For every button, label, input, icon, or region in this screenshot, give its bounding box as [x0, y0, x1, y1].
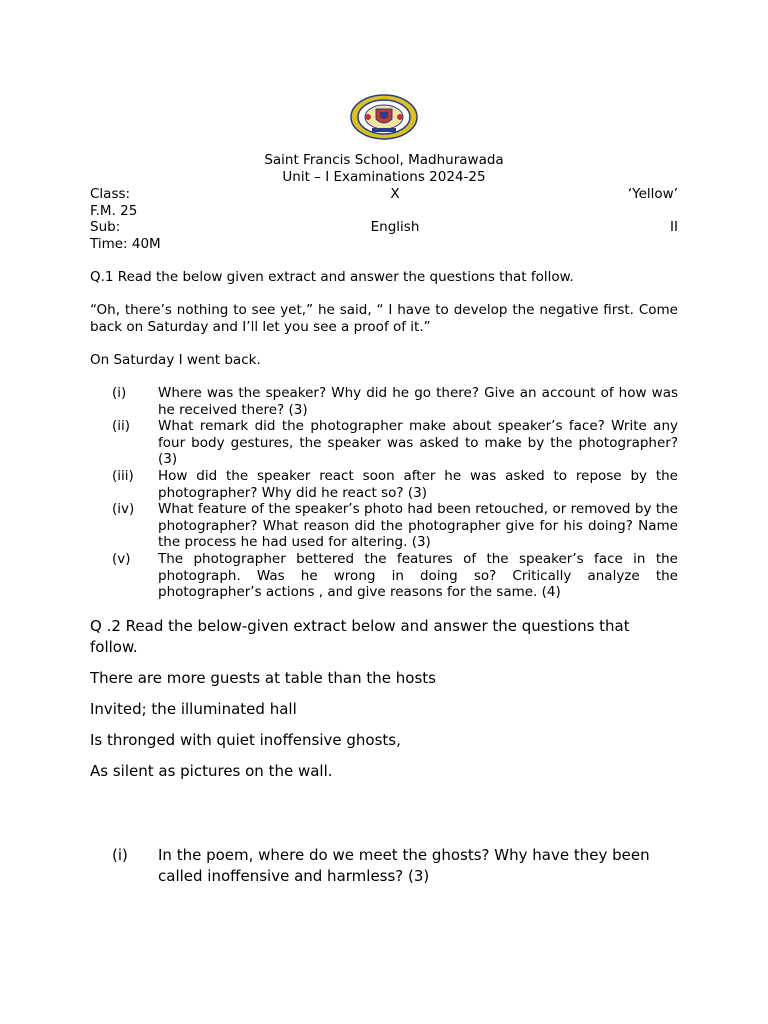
school-emblem-logo	[350, 94, 418, 140]
subject-value: English	[370, 219, 420, 235]
list-item	[112, 418, 678, 468]
question-text: The photographer bettered the features of the speaker’s face in the photograph. Was he wrong in doing so? Critically analyze the photographer’s actions , and give reasons for the same. (4)	[158, 550, 678, 601]
section-label: ‘Yellow’	[627, 186, 678, 202]
exam-title: Unit – I Examinations 2024-25	[282, 169, 486, 185]
question-number: (ii)	[112, 418, 131, 435]
q2-heading: Q .2 Read the below-given extract below and answer the questions that follow.	[90, 617, 630, 656]
list-item	[112, 551, 678, 601]
subject-row	[90, 219, 678, 236]
question-text: How did the speaker react soon after he was asked to repose by the photographer? Why did he react so? (3)	[158, 467, 678, 501]
poem-line: Invited; the illuminated hall	[90, 700, 297, 718]
q1-extract-line: On Saturday I went back.	[90, 352, 261, 368]
class-label: Class:	[90, 186, 131, 202]
class-row	[90, 186, 678, 203]
list-item	[112, 501, 678, 551]
question-number: (iv)	[112, 501, 135, 518]
question-text: In the poem, where do we meet the ghosts? Why have they been called inoffensive and harmless? (3)	[158, 846, 650, 885]
school-name: Saint Francis School, Madhurawada	[264, 152, 504, 168]
question-text: What feature of the speaker’s photo had been retouched, or removed by the photographer? What reason did the photographer give for his doing? Name the process he had used for altering. (3)	[158, 501, 678, 551]
list-item	[112, 845, 678, 886]
question-number: (v)	[112, 550, 131, 567]
list-item	[112, 468, 678, 501]
question-text: What remark did the photographer make about speaker’s face? Write any four body gestures, the speaker was asked to make by the photographer? (3)	[158, 418, 678, 468]
q1-question-list	[112, 385, 678, 601]
question-number: (i)	[112, 846, 128, 864]
full-marks: F.M. 25	[90, 203, 138, 219]
class-value: X	[390, 186, 400, 202]
question-number: (iii)	[112, 467, 134, 484]
subject-label: Sub:	[90, 219, 121, 235]
q1-heading: Q.1 Read the below given extract and answer the questions that follow.	[90, 269, 574, 285]
question-number: (i)	[112, 385, 127, 401]
question-text: Where was the speaker? Why did he go there? Give an account of how was he received there? (3)	[158, 385, 678, 418]
list-item	[112, 385, 678, 418]
paper-number: II	[670, 219, 678, 235]
poem-line: Is thronged with quiet inoffensive ghosts,	[90, 731, 401, 749]
time-allowed: Time: 40M	[90, 236, 161, 252]
poem-line: There are more guests at table than the hosts	[90, 669, 436, 687]
poem-line: As silent as pictures on the wall.	[90, 762, 333, 780]
q1-extract: “Oh, there’s nothing to see yet,” he said, “ I have to develop the negative first. Come back on Saturday and I’ll let you see a proof of it.”	[90, 302, 678, 335]
